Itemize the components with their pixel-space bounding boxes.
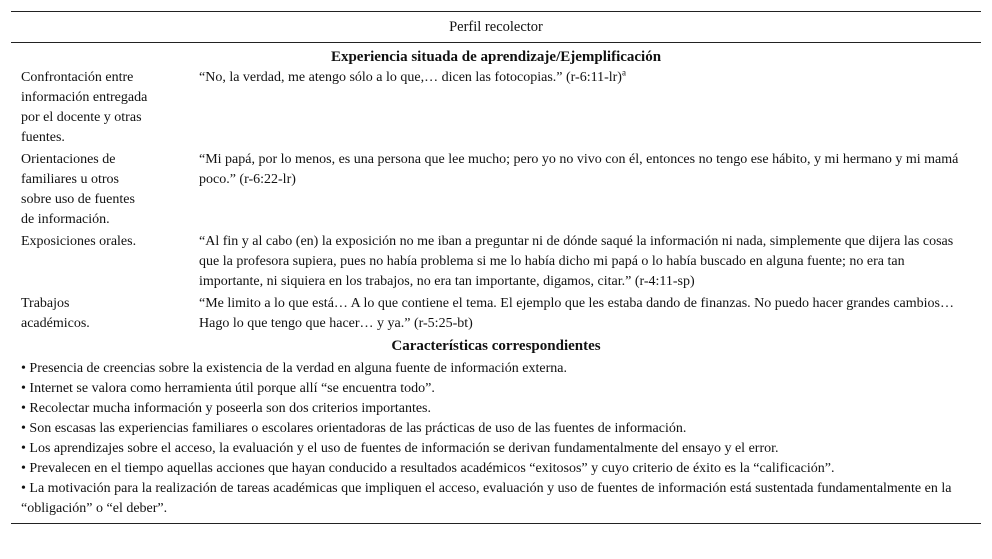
row-quote: “Al fin y al cabo (en) la exposición no me iban a preguntar ni de dónde saqué la información ni nada, simplemente que dijera las cosas que la profesora supiera, pues no había problema si me lo había dicho mi papá o lo había buscado en alguna fuente; no era tan importante, ni siquiera en los trabajos, no era tan importante, digamos, citar.” (r-4:11-sp): [199, 234, 954, 289]
section-title-experience: Experiencia situada de aprendizaje/Ejemplificación: [330, 49, 662, 65]
list-item: • La motivación para la realización de tareas académicas que impliquen el acceso, evaluación y uso de fuentes de información está sustentada fundamentalmente en la “obligación” o “el deber”.: [21, 481, 952, 516]
table-row: [11, 150, 981, 230]
row-label: Confrontación entre información entregada por el docente y otras fuentes.: [21, 70, 148, 145]
table-row: [11, 294, 981, 334]
bottom-rule: [11, 523, 981, 524]
quote-text: “No, la verdad, me atengo sólo a lo que,… dicen las fotocopias.” (r-6:11-lr): [199, 70, 622, 85]
profile-table: [11, 11, 981, 524]
list-item: • Son escasas las experiencias familiares o escolares orientadoras de las prácticas de uso de las fuentes de información.: [21, 421, 687, 436]
list-item: • Internet se valora como herramienta útil porque allí “se encuentra todo”.: [21, 381, 435, 396]
row-quote: [189, 68, 981, 148]
row-label: Orientaciones de familiares u otros sobre uso de fuentes de información.: [21, 152, 135, 227]
list-item: • Los aprendizajes sobre el acceso, la evaluación y el uso de fuentes de información se derivan fundamentalmente del ensayo y el error.: [21, 441, 779, 456]
table-row: [11, 68, 981, 148]
characteristics-list: [11, 359, 981, 519]
table-row: [11, 232, 981, 292]
section-title-characteristics: Características correspondientes: [391, 338, 601, 354]
list-item: • Presencia de creencias sobre la existencia de la verdad en alguna fuente de información externa.: [21, 361, 567, 376]
list-item: • Recolectar mucha información y poseerla son dos criterios importantes.: [21, 401, 431, 416]
row-quote: “Me limito a lo que está… A lo que contiene el tema. El ejemplo que les estaba dando de finanzas. No puedo hacer grandes cambios… Hago lo que tengo que hacer… y ya.” (r-5:25-bt): [199, 296, 954, 331]
table-header: Perfil recolector: [11, 12, 981, 43]
row-label: Trabajos académicos.: [21, 296, 90, 331]
row-label: Exposiciones orales.: [21, 234, 137, 249]
row-quote: “Mi papá, por lo menos, es una persona que lee mucho; pero yo no vivo con él, entonces no tengo ese hábito, y mi hermano y mi mamá poco.” (r-6:22-lr): [199, 152, 959, 187]
list-item: • Prevalecen en el tiempo aquellas acciones que hayan conducido a resultados académicos “exitosos” y cuyo criterio de éxito es la “calificación”.: [21, 461, 835, 476]
footnote-mark: a: [621, 67, 626, 78]
